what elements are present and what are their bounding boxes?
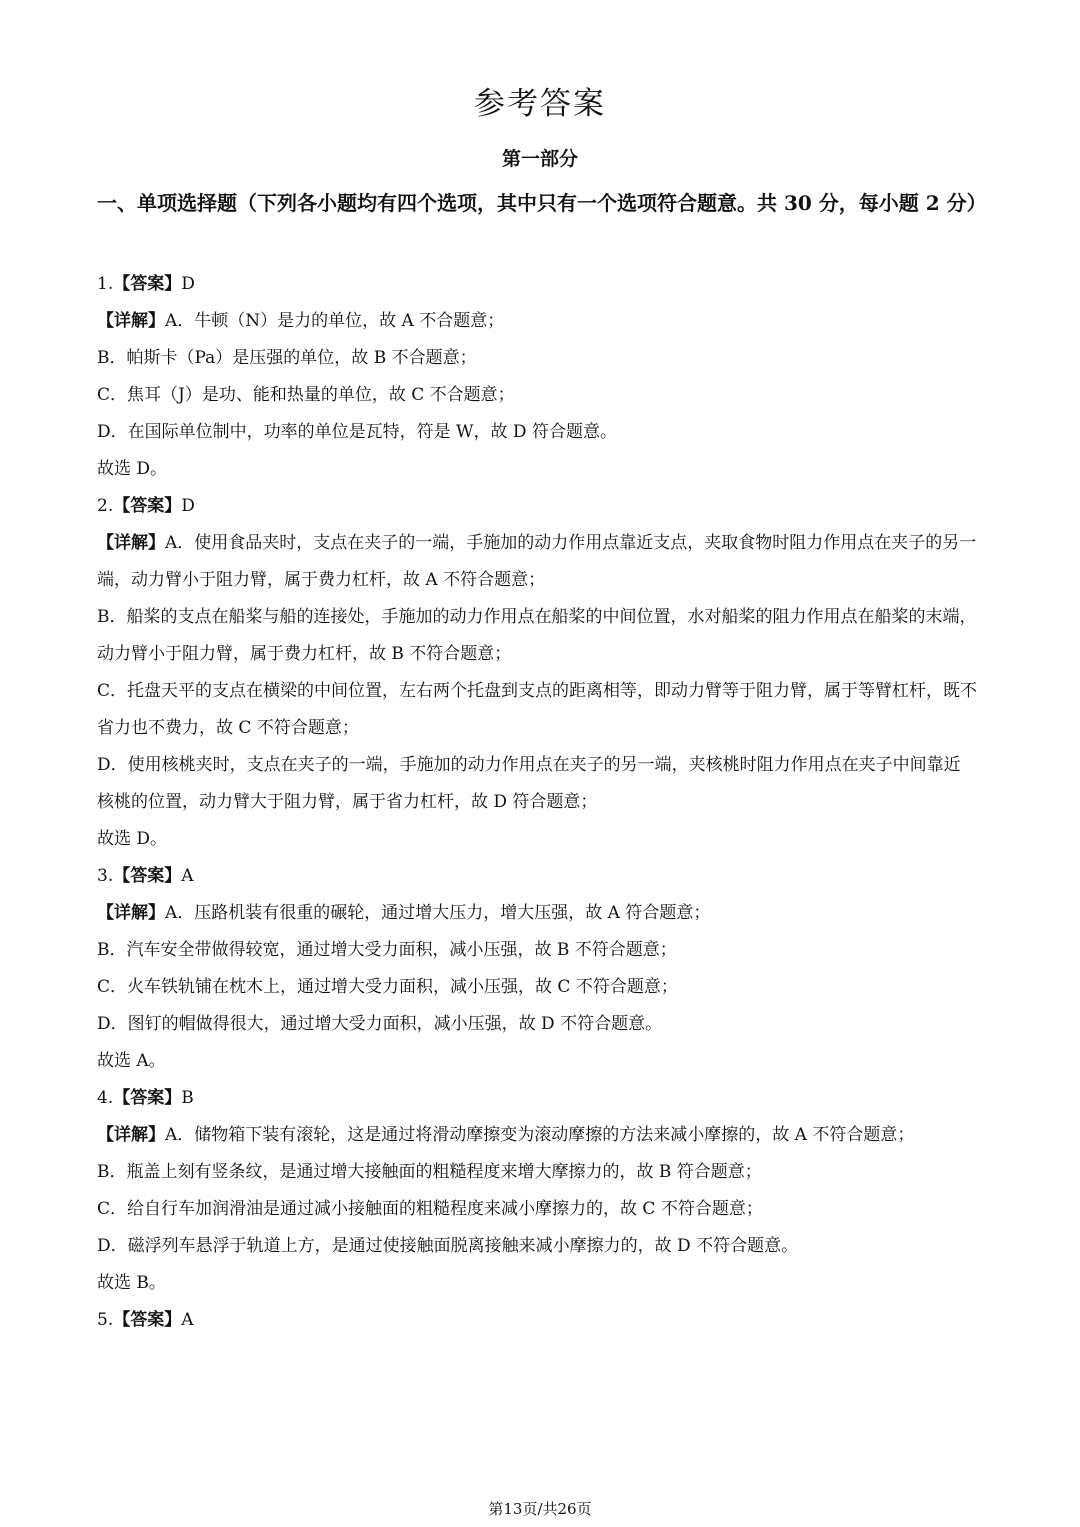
page-title: 参考答案 [474, 86, 606, 122]
question-number: 4. [97, 1088, 114, 1108]
detail-line: B．帕斯卡（Pa）是压强的单位，故 B 不合题意； [97, 348, 477, 368]
answer-tag: 【答案】 [113, 496, 182, 516]
detail-line: C．托盘天平的支点在横梁的中间位置，左右两个托盘到支点的距离相等，即动力臂等于阻力臂，属于等臂杠杆，既不省力也不费力，故 C 不符合题意； [97, 681, 978, 738]
conclusion-line: 故选 D。 [97, 829, 168, 849]
question-number: 2. [97, 496, 114, 516]
detail-line: D．磁浮列车悬浮于轨道上方，是通过使接触面脱离接触来减小摩擦力的，故 D 不符合题意。 [97, 1236, 799, 1256]
question-2 [97, 488, 977, 858]
answer-value: A [181, 1310, 194, 1330]
question-number: 5. [97, 1310, 114, 1330]
page-footer: 第13页/共26页 [488, 1500, 592, 1518]
answer-line [97, 1302, 977, 1339]
question-4 [97, 1080, 977, 1302]
detail-line: 【详解】A．牛顿（N）是力的单位，故 A 不合题意； [97, 311, 505, 331]
answer-tag: 【答案】 [113, 1310, 182, 1330]
detail-line: B．瓶盖上刻有竖条纹，是通过增大接触面的粗糙程度来增大摩擦力的，故 B 符合题意； [97, 1162, 762, 1182]
answer-value: D [181, 496, 195, 516]
conclusion-line: 故选 B。 [97, 1273, 166, 1293]
question-3 [97, 858, 977, 1080]
answer-line [97, 488, 977, 525]
answer-value: B [181, 1088, 194, 1108]
question-5 [97, 1302, 977, 1339]
detail-line: B．船桨的支点在船桨与船的连接处，手施加的动力作用点在船桨的中间位置，水对船桨的阻力作用点在船桨的末端，动力臂小于阻力臂，属于费力杠杆，故 B 不符合题意； [97, 607, 977, 664]
detail-line: D．使用核桃夹时，支点在夹子的一端，手施加的动力作用点在夹子的另一端，夹核桃时阻力作用点在夹子中间靠近核桃的位置，动力臂大于阻力臂，属于省力杠杆，故 D 符合题意； [97, 755, 961, 812]
detail-line: C．火车铁轨铺在枕木上，通过增大受力面积，减小压强，故 C 不符合题意； [97, 977, 678, 997]
part-heading: 第一部分 [501, 148, 578, 170]
detail-line: D．图钉的帽做得很大，通过增大受力面积，减小压强，故 D 不符合题意。 [97, 1014, 663, 1034]
detail-line: B．汽车安全带做得较宽，通过增大受力面积，减小压强，故 B 不符合题意； [97, 940, 677, 960]
answer-value: A [181, 866, 194, 886]
conclusion-line: 故选 A。 [97, 1051, 166, 1071]
detail-line: D．在国际单位制中，功率的单位是瓦特，符是 W，故 D 符合题意。 [97, 422, 617, 442]
detail-line: C．焦耳（J）是功、能和热量的单位，故 C 不合题意； [97, 385, 515, 405]
answer-tag: 【答案】 [113, 274, 182, 294]
detail-line: 【详解】A．储物箱下装有滚轮，这是通过将滑动摩擦变为滚动摩擦的方法来减小摩擦的，故 A 不符合题意； [97, 1125, 915, 1145]
detail-tag: 【详解】 [97, 533, 165, 553]
detail-line: 【详解】A．使用食品夹时，支点在夹子的一端，手施加的动力作用点靠近支点，夹取食物时阻力作用点在夹子的另一端，动力臂小于阻力臂，属于费力杠杆，故 A 不符合题意； [97, 533, 977, 590]
answer-tag: 【答案】 [113, 866, 182, 886]
answer-line [97, 266, 977, 303]
answer-line [97, 1080, 977, 1117]
detail-tag: 【详解】 [97, 311, 165, 331]
question-number: 3. [97, 866, 114, 886]
section-heading: 一、单项选择题（下列各小题均有四个选项，其中只有一个选项符合题意。共 30 分，每小题 2 分） [97, 191, 987, 215]
answer-body [97, 266, 977, 1339]
answer-line [97, 858, 977, 895]
answer-tag: 【答案】 [113, 1088, 182, 1108]
question-1 [97, 266, 977, 488]
conclusion-line: 故选 D。 [97, 459, 168, 479]
detail-line: 【详解】A．压路机装有很重的碾轮，通过增大压力，增大压强，故 A 符合题意； [97, 903, 711, 923]
detail-line: C．给自行车加润滑油是通过减小接触面的粗糙程度来减小摩擦力的，故 C 不符合题意； [97, 1199, 763, 1219]
answer-value: D [181, 274, 195, 294]
detail-tag: 【详解】 [97, 903, 165, 923]
question-number: 1. [97, 274, 114, 294]
detail-tag: 【详解】 [97, 1125, 165, 1145]
